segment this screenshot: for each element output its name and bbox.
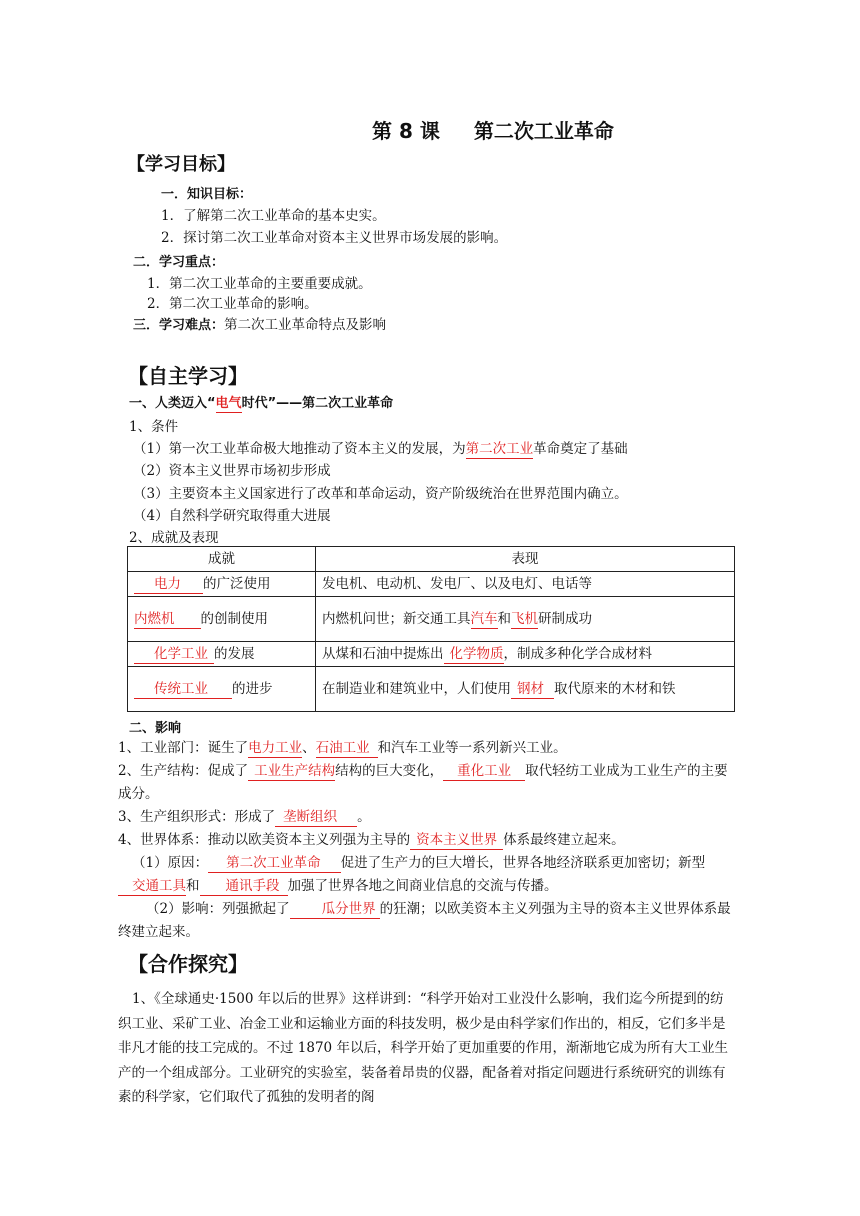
table-header-row [128, 547, 735, 572]
blank-answer: 第二次工业 [465, 441, 534, 457]
focus-item: 2．第二次工业革命的影响。 [147, 296, 318, 312]
condition-3: （3）主要资本主义国家进行了改革和革命运动，资产阶级统治在世界范围内确立。 [133, 486, 628, 502]
blank-answer: 通讯手段 [200, 879, 288, 896]
condition-2: （2）资本主义世界市场初步形成 [133, 463, 331, 479]
blank-answer: 第二次工业革命 [208, 856, 341, 873]
manifestation-text: 在制造业和建筑业中，人们使用 [322, 681, 511, 697]
condition-1 [133, 437, 628, 459]
focus-heading: 二．学习重点： [133, 255, 225, 270]
blank-answer: 交通工具 [118, 879, 186, 896]
conditions-heading: 1、条件 [129, 419, 179, 435]
difficulty-line [133, 313, 386, 333]
manifestation-text: 和 [497, 611, 511, 627]
impact-1 [118, 737, 734, 760]
impact4-pre: 4、世界体系：推动以欧美资本主义列强为主导的 [118, 832, 411, 848]
impact2-post: 取代轻纺工业成为工业生产的主要成分。 [118, 763, 728, 802]
lesson-title [372, 115, 614, 144]
impact1-mid: 、 [302, 740, 316, 756]
achievement-cell [128, 642, 316, 667]
blank-answer: 重化工业 [443, 764, 525, 781]
lesson-number: 第 8 课 [372, 119, 440, 143]
achievement-suffix: 的进步 [232, 681, 273, 697]
impact-effect [118, 898, 734, 944]
impact-reason [118, 852, 734, 898]
manifestation-text: 内燃机问世；新交通工具 [322, 611, 471, 627]
blank-answer: 工业生产结构 [248, 764, 335, 781]
knowledge-heading: 一．知识目标： [161, 187, 253, 202]
lesson-name: 第二次工业革命 [473, 119, 614, 143]
blank-answer: 电力工业 [248, 740, 303, 756]
achievement-cell [128, 667, 316, 712]
blank-answer: 钢材 [511, 682, 554, 699]
blank-answer: 资本主义世界 [410, 833, 503, 850]
achievements-heading: 2、成就及表现 [129, 530, 219, 546]
impact-heading: 二、影响 [129, 721, 182, 736]
knowledge-item: 2．探讨第二次工业革命对资本主义世界市场发展的影响。 [161, 230, 508, 246]
reason-mid: 促进了生产力的巨大增长，世界各地经济联系更加密切；新型 [340, 855, 706, 871]
objectives-heading: 【学习目标】 [127, 154, 235, 175]
blank-answer: 内燃机 [134, 612, 201, 629]
table-row [128, 572, 735, 597]
difficulty-text: 第二次工业革命特点及影响 [224, 317, 387, 333]
blank-answer: 电力 [134, 577, 203, 594]
blank-answer: 电气 [215, 396, 242, 411]
blank-answer: 垄断组织 [275, 810, 357, 827]
part1-heading [129, 392, 393, 413]
blank-answer: 化学物质 [444, 647, 504, 664]
effect-post: 的狂潮；以欧美资本主义列强为主导的资本主义世界体系最终建立起来。 [118, 901, 731, 940]
knowledge-item: 1．了解第二次工业革命的基本史实。 [161, 208, 386, 224]
cooperation-heading: 【合作探究】 [128, 952, 248, 976]
cond1-post: 革命奠定了基础 [533, 441, 628, 457]
achievement-cell [128, 572, 316, 597]
part1-pre: 一、人类迈入“ [129, 396, 216, 411]
blank-answer: 化学工业 [134, 647, 214, 664]
reason-mid: 和 [186, 878, 200, 894]
achievement-suffix: 的发展 [214, 646, 255, 662]
table-header: 表现 [316, 547, 735, 572]
reason-pre: （1）原因： [132, 855, 209, 871]
blank-answer: 汽车 [470, 611, 498, 627]
manifestation-text: ，制成多种化学合成材料 [503, 646, 652, 662]
manifestation-text: 从煤和石油中提炼出 [322, 646, 444, 662]
impact1-post: 和汽车工业等一系列新兴工业。 [377, 740, 567, 756]
impact3-post: 。 [357, 809, 371, 825]
manifestation-text: 研制成功 [538, 611, 592, 627]
impact3-pre: 3、生产组织形式：形成了 [118, 809, 276, 825]
manifestation-cell [316, 642, 735, 667]
impact-4 [118, 829, 734, 852]
focus-item: 1．第二次工业革命的主要重要成就。 [147, 276, 372, 292]
blank-answer: 瓜分世界 [290, 902, 380, 919]
table-row [128, 597, 735, 642]
achievement-suffix: 的广泛使用 [203, 576, 271, 592]
condition-4: （4）自然科学研究取得重大进展 [133, 508, 331, 524]
impact2-mid: 结构的巨大变化， [335, 763, 444, 779]
impact2-pre: 2、生产结构：促成了 [118, 763, 249, 779]
impact-3 [118, 806, 734, 829]
manifestation-cell [316, 667, 735, 712]
manifestation-text: 发电机、电动机、发电厂、以及电灯、电话等 [322, 576, 592, 592]
manifestation-text: 取代原来的木材和铁 [554, 681, 676, 697]
impact-2 [118, 760, 734, 806]
cooperation-paragraph: 1、《全球通史·1500 年以后的世界》这样讲到：“科学开始对工业没什么影响，我们迄今所提到的纺织工业、采矿工业、冶金工业和运输业方面的科技发明，极少是由科学家们作出的，相反，它们多半是非凡才能的技工完成的。不过 1870 年以后，科学开始了更加重要的作用，渐渐地它成为所有大工业生产的一个组成部分。工业研究的实验室，装备着昂贵的仪器，配备着对指定问题进行系统研究的训练有素的科学家，它们取代了孤独的发明者的阁 [118, 991, 728, 1105]
blank-answer: 飞机 [511, 611, 538, 627]
blank-answer: 石油工业 [316, 741, 378, 758]
reason-post: 加强了世界各地之间商业信息的交流与传播。 [287, 878, 558, 894]
self-study-heading: 【自主学习】 [128, 364, 248, 388]
achievements-table [127, 546, 735, 712]
effect-pre: （2）影响：列强掀起了 [146, 901, 290, 917]
table-row [128, 642, 735, 667]
table-header: 成就 [128, 547, 316, 572]
impact4-post: 体系最终建立起来。 [503, 832, 625, 848]
achievement-suffix: 的创制使用 [200, 611, 268, 627]
impact1-pre: 1、工业部门：诞生了 [118, 740, 249, 756]
cond1-pre: （1）第一次工业革命极大地推动了资本主义的发展，为 [133, 441, 466, 457]
achievement-cell [128, 597, 316, 642]
blank-answer: 传统工业 [134, 682, 232, 699]
difficulty-label: 三．学习难点： [133, 318, 225, 333]
part1-post: 时代”——第二次工业革命 [241, 396, 394, 411]
table-row [128, 667, 735, 712]
manifestation-cell [316, 597, 735, 642]
manifestation-cell [316, 572, 735, 597]
